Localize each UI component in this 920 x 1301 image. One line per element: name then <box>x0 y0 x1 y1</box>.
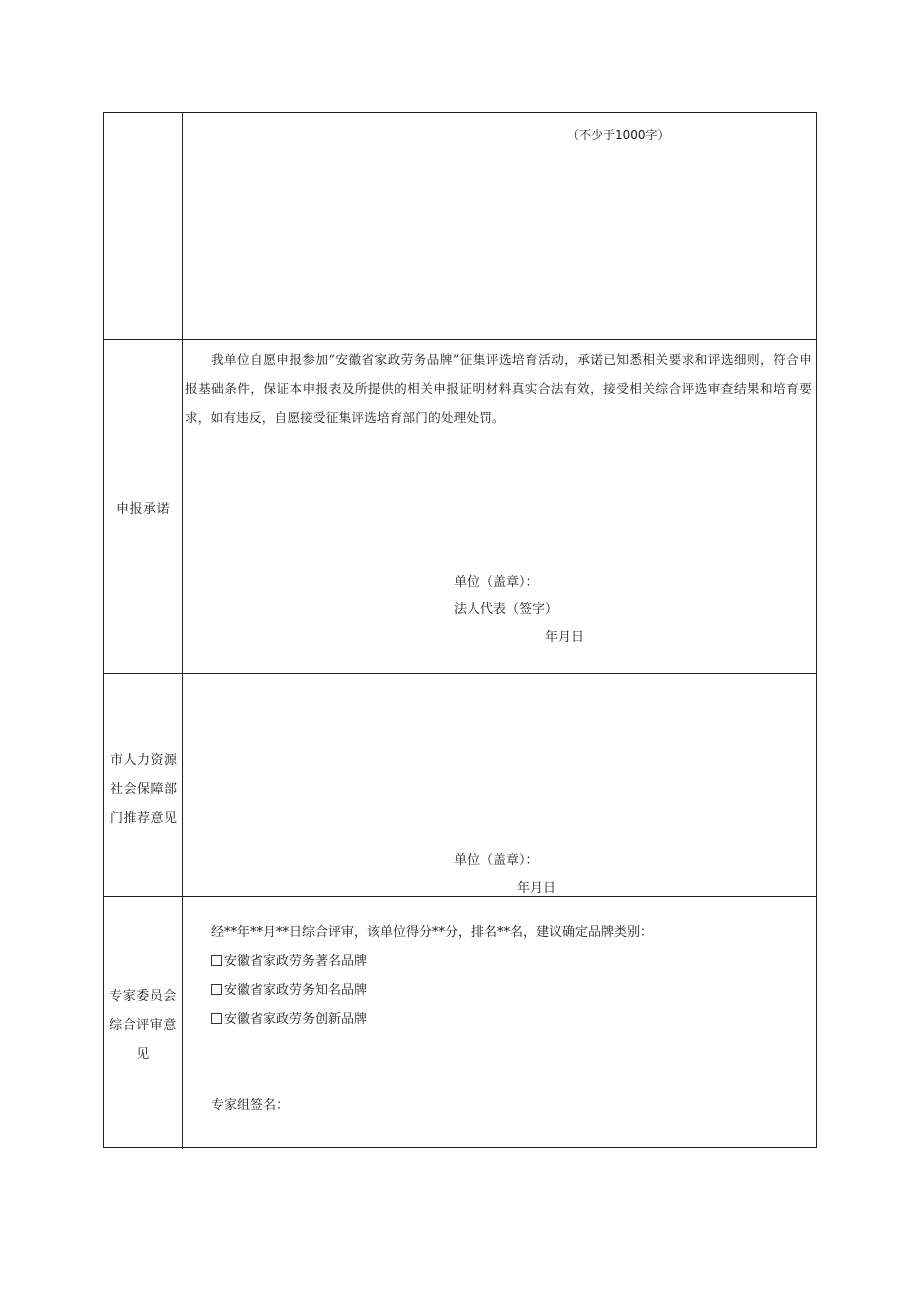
row-description-content-cell <box>183 113 816 339</box>
recommendation-label-line-3: 门推荐意见 <box>110 811 178 826</box>
row-commitment-content-cell <box>183 340 816 673</box>
row-description-label-cell <box>104 113 183 339</box>
application-form-table <box>103 112 817 1148</box>
unit-seal-label: 单位（盖章）： <box>454 853 539 868</box>
well-known-brand-checkbox[interactable] <box>211 984 222 995</box>
commitment-label: 申报承诺 <box>115 502 170 517</box>
unit-seal-label: 单位（盖章）： <box>454 575 539 590</box>
recommendation-label <box>110 746 178 833</box>
row-commitment <box>104 340 816 674</box>
innovation-brand-checkbox[interactable] <box>211 1013 222 1024</box>
expert-review-label-line-1: 专家委员会 <box>109 989 177 1004</box>
row-commitment-label-cell <box>104 340 183 673</box>
expert-review-label-line-2: 综合评审意 <box>109 1018 177 1033</box>
option-innovation-brand[interactable] <box>211 1008 367 1027</box>
row-recommendation-label-cell <box>104 674 183 896</box>
commitment-date: 年月日 <box>545 630 585 645</box>
row-expert-review-label-cell <box>104 897 183 1149</box>
recommendation-label-line-2: 社会保障部 <box>110 782 178 797</box>
word-count-note: （不少于1000字） <box>567 128 670 142</box>
well-known-brand-label: 安徽省家政劳务知名品牌 <box>224 983 368 998</box>
expert-review-label <box>108 982 178 1069</box>
row-description <box>104 113 816 340</box>
expert-signature-label: 专家组签名： <box>211 1098 290 1113</box>
commitment-paragraph: 我单位自愿申报参加“安徽省家政劳务品牌”征集评选培育活动，承诺已知悉相关要求和评选细则，符合申报基础条件，保证本申报表及所提供的相关申报证明材料真实合法有效，接受相关综合评选审查结果和培育要求，如有违反，自愿接受征集评选培育部门的处理处罚。 <box>185 352 812 425</box>
recommendation-label-line-1: 市人力资源 <box>110 753 178 768</box>
option-famous-brand[interactable] <box>211 950 367 969</box>
row-recommendation <box>104 674 816 897</box>
row-expert-review <box>104 897 816 1149</box>
review-summary-text: 经**年**月**日综合评审，该单位得分**分，排名**名，建议确定品牌类别： <box>211 925 654 940</box>
famous-brand-label: 安徽省家政劳务著名品牌 <box>224 954 368 969</box>
innovation-brand-label: 安徽省家政劳务创新品牌 <box>224 1012 368 1027</box>
row-expert-review-content-cell <box>183 897 816 1149</box>
option-well-known-brand[interactable] <box>211 979 367 998</box>
legal-representative-label: 法人代表（签字） <box>454 602 559 617</box>
recommendation-date: 年月日 <box>517 881 557 896</box>
row-recommendation-content-cell <box>183 674 816 896</box>
famous-brand-checkbox[interactable] <box>211 955 222 966</box>
expert-review-label-line-3: 见 <box>136 1047 150 1062</box>
